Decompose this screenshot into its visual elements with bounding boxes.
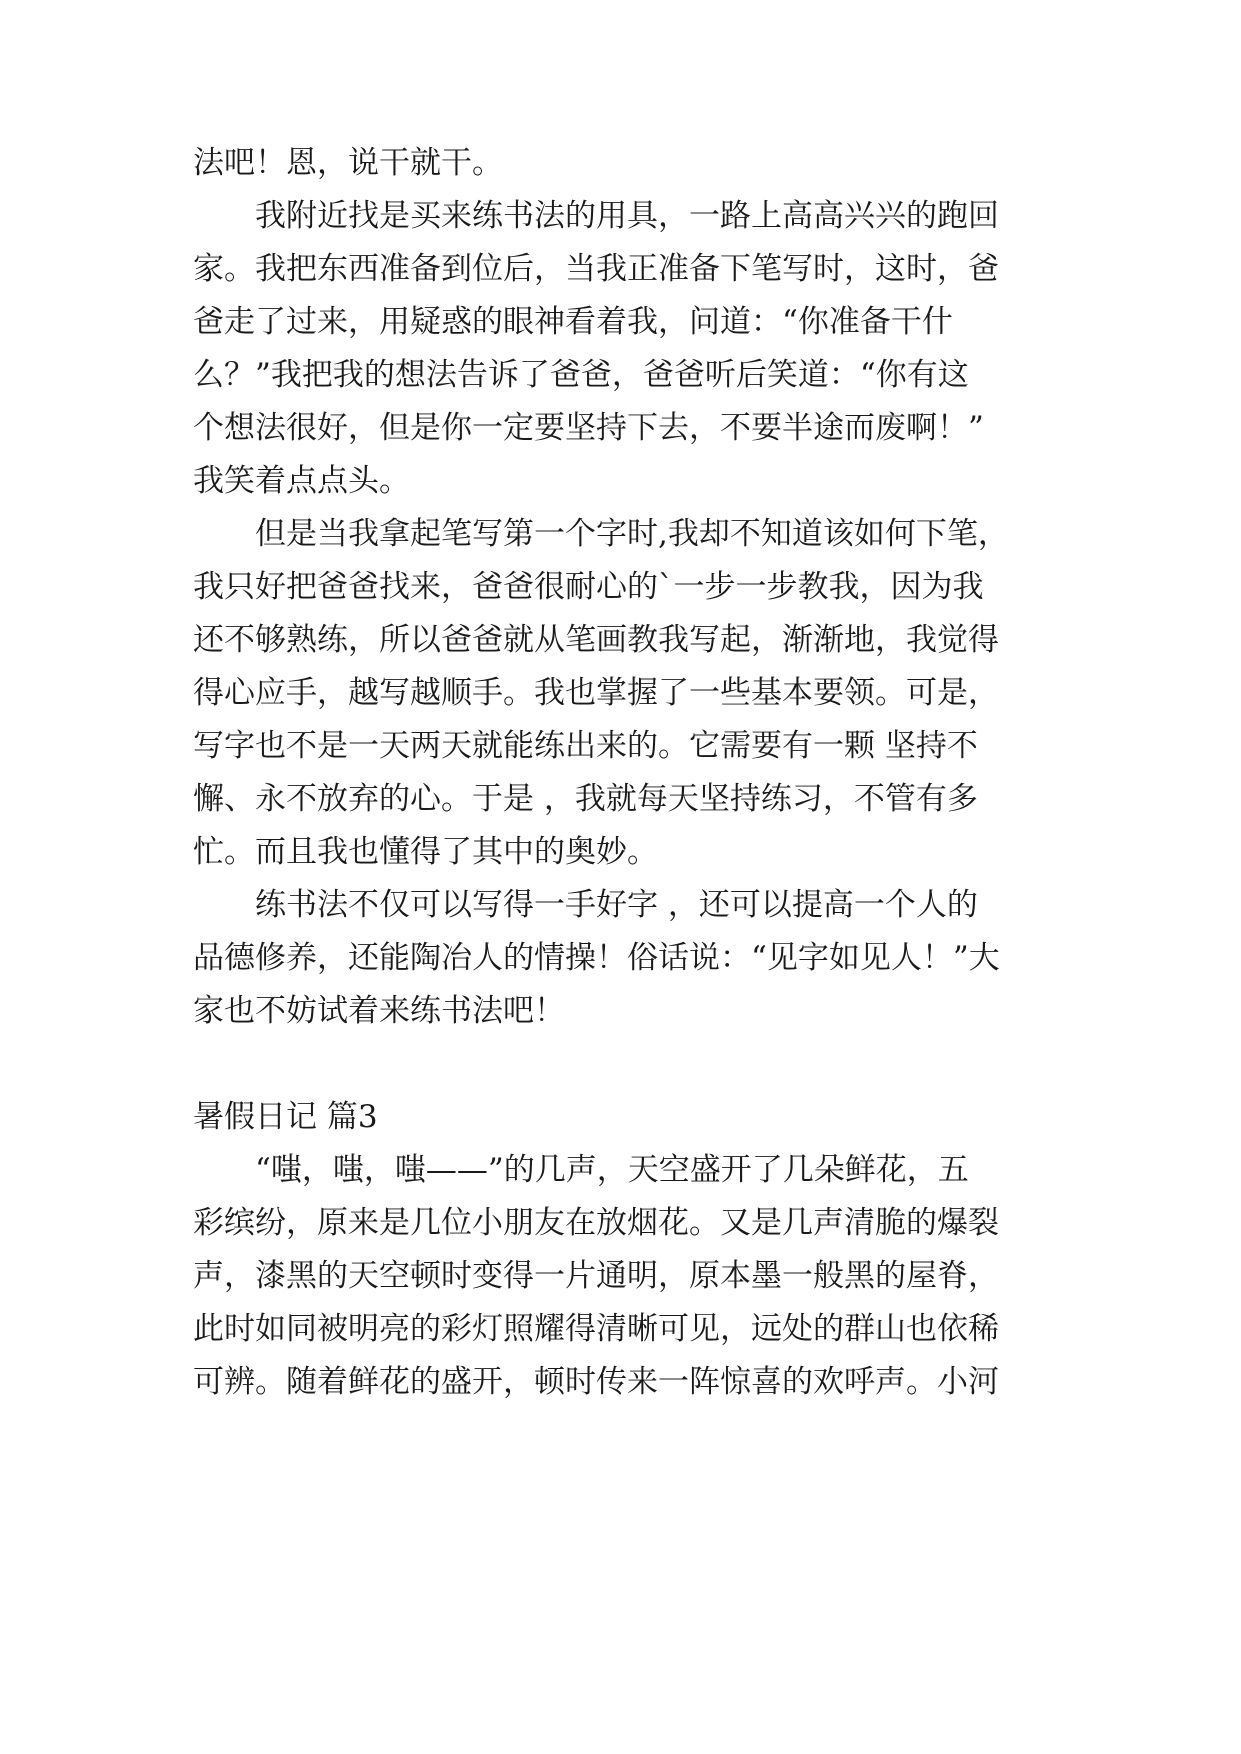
paragraph-line: 练书法不仅可以写得一手好字 ，还可以提高一个人的 (255, 887, 978, 923)
paragraph-line: 彩缤纷，原来是几位小朋友在放烟花。又是几声清脆的爆裂 (193, 1205, 999, 1241)
paragraph-line: 忙。而且我也懂得了其中的奥妙。 (193, 834, 658, 870)
paragraph-line: 品德修养，还能陶冶人的情操！俗话说：“见字如见人！”大 (193, 940, 1000, 976)
paragraph-line: 个想法很好，但是你一定要坚持下去，不要半途而废啊！” (193, 410, 984, 446)
continuation-line: 法吧！恩，说干就干。 (193, 145, 503, 181)
paragraph-line: 懈、永不放弃的心。于是 ，我就每天坚持练习，不管有多 (193, 781, 978, 817)
paragraph-line: “嗤，嗤，嗤——”的几声，天空盛开了几朵鲜花，五 (255, 1152, 969, 1188)
paragraph-line: 我只好把爸爸找来，爸爸很耐心的`一步一步教我，因为我 (193, 569, 984, 605)
paragraph-line: 还不够熟练，所以爸爸就从笔画教我写起，渐渐地，我觉得 (193, 622, 999, 658)
paragraph-line: 写字也不是一天两天就能练出来的。它需要有一颗 坚持不 (193, 728, 978, 764)
paragraph-line: 可辨。随着鲜花的盛开，顿时传来一阵惊喜的欢呼声。小河 (193, 1364, 999, 1400)
paragraph-line: 声，漆黑的天空顿时变得一片通明，原本墨一般黑的屋脊， (193, 1258, 999, 1294)
section-heading: 暑假日记 篇3 (193, 1099, 378, 1135)
paragraph-line: 家也不妨试着来练书法吧！ (193, 993, 565, 1029)
paragraph-line: 我附近找是买来练书法的用具，一路上高高兴兴的跑回 (255, 198, 999, 234)
paragraph-line: 此时如同被明亮的彩灯照耀得清晰可见，远处的群山也依稀 (193, 1311, 999, 1347)
paragraph-line: 我笑着点点头。 (193, 463, 410, 499)
paragraph-line: 但是当我拿起笔写第一个字时,我却不知道该如何下笔， (255, 516, 1009, 552)
paragraph-line: 得心应手，越写越顺手。我也掌握了一些基本要领。可是， (193, 675, 999, 711)
paragraph-line: 么？”我把我的想法告诉了爸爸，爸爸听后笑道：“你有这 (193, 357, 969, 393)
paragraph-line: 爸走了过来，用疑惑的眼神看着我，问道：“你准备干什 (193, 304, 953, 340)
paragraph-line: 家。我把东西准备到位后，当我正准备下笔写时，这时，爸 (193, 251, 999, 287)
